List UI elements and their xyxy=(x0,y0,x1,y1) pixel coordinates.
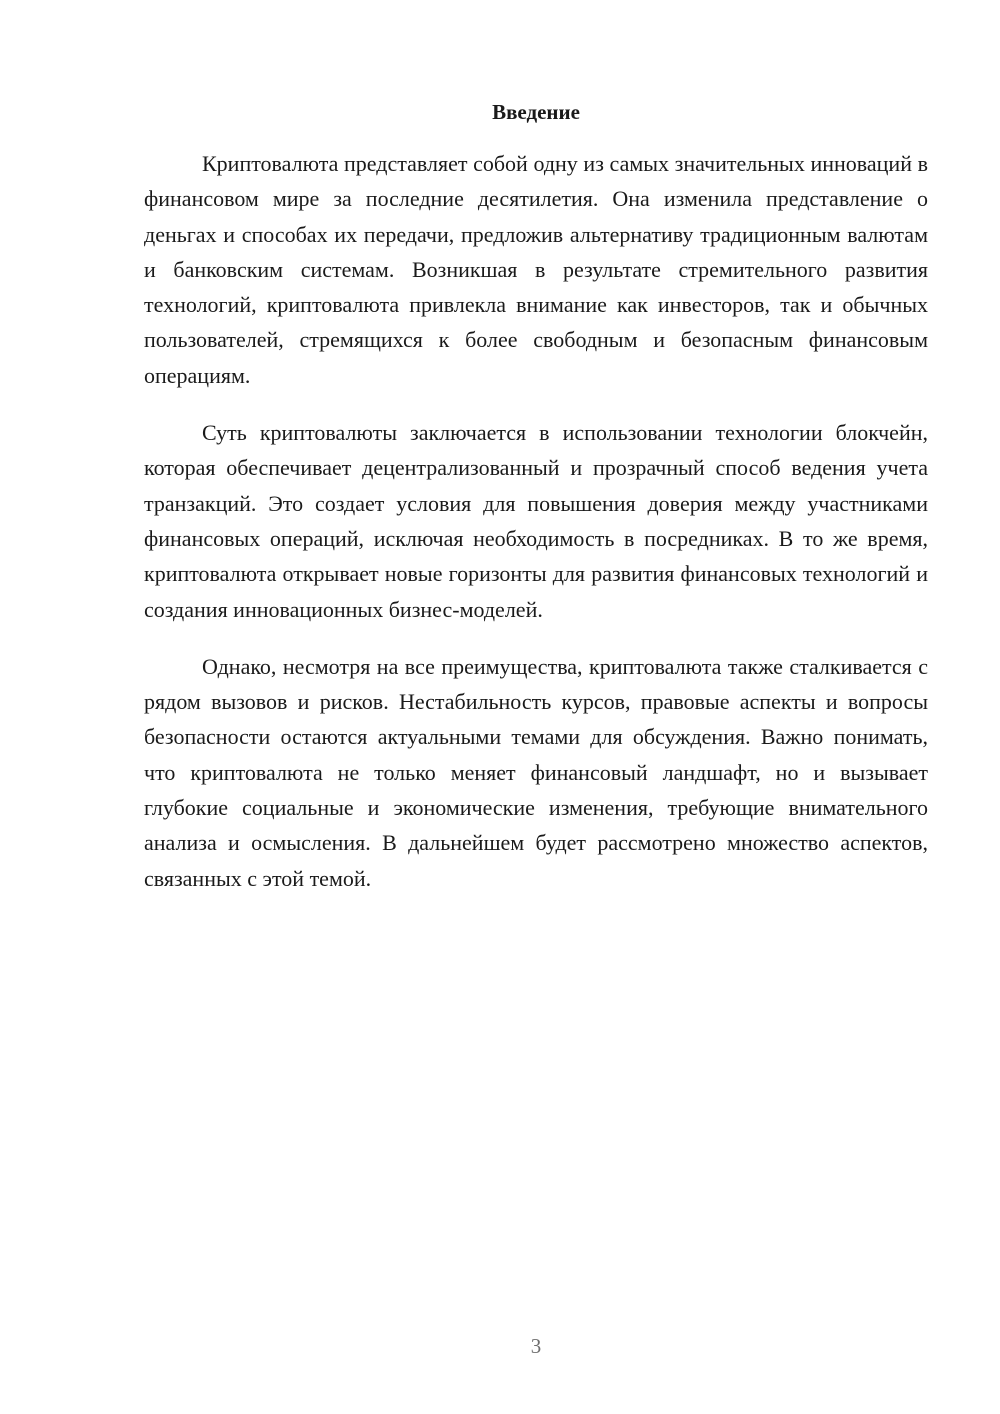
page-number: 3 xyxy=(530,1334,542,1358)
body-text xyxy=(144,146,928,918)
paragraph-3: Однако, несмотря на все преимущества, криптовалюта также сталкивается с рядом вызовов и рисков. Нестабильность курсов, правовые аспекты и вопросы безопасности остаются актуальными темами для обсуждения. Важно понимать, что криптовалюта не только меняет финансовый ландшафт, но и вызывает глубокие социальные и экономические изменения, требующие внимательного анализа и осмысления. В дальнейшем будет рассмотрено множество аспектов, связанных с этой темой. xyxy=(144,653,928,891)
section-heading: Введение xyxy=(492,100,580,124)
paragraph-2: Суть криптовалюты заключается в использовании технологии блокчейн, которая обеспечивает децентрализованный и прозрачный способ ведения учета транзакций. Это создает условия для повышения доверия между участниками финансовых операций, исключая необходимость в посредниках. В то же время, криптовалюта открывает новые горизонты для развития финансовых технологий и создания инновационных бизнес-моделей. xyxy=(144,420,928,622)
paragraph-1: Криптовалюта представляет собой одну из самых значительных инноваций в финансовом мире за последние десятилетия. Она изменила представление о деньгах и способах их передачи, предложив альтернативу традиционным валютам и банковским системам. Возникшая в результате стремительного развития технологий, криптовалюта привлекла внимание как инвесторов, так и обычных пользователей, стремящихся к более свободным и безопасным финансовым операциям. xyxy=(144,151,928,388)
